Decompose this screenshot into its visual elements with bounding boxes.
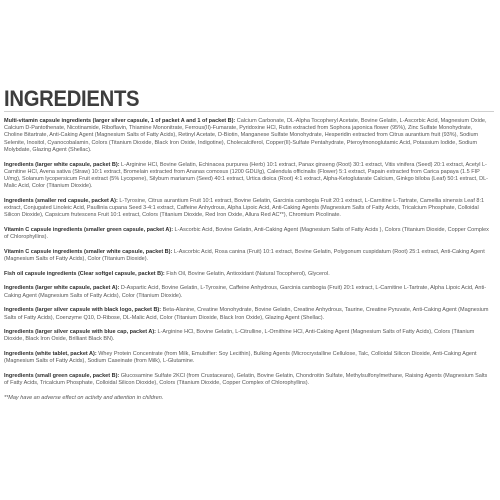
section-heading: Ingredients (larger white capsule, packet B): [4, 161, 120, 168]
section-text: L-Arginine HCl, Bovine Gelatin, L-Citrulline, L-Ornithine HCl, Anti-Caking Agent (Magnesium Salts of Fatty Acids), Colors (Titanium Dioxide, Black Iron Oxide, Brilliant Black BN). [4, 329, 475, 343]
section-text: Whey Protein Concentrate (from Milk, Emulsifier: Soy Lecithin), Bulking Agents (Microcrystalline Cellulose, Talc, Colloidal Silicon Dioxide, Anti-Caking Agent (Magnesium Salts of Fatty Acids), Sodium Caseinate (from Milk), L-Glutamine. [4, 351, 477, 365]
section-fish-oil-b [4, 271, 492, 278]
section-vitc-white-b [4, 249, 492, 263]
section-text: Calcium Carbonate, DL-Alpha Tocopheryl Acetate, Bovine Gelatin, L-Ascorbic Acid, Magnesium Oxide, Calcium D-Pantothenate, Nicotinamide, Riboflavin, Thiamine Mononitrate, Ferrous(II)-Fumarate, Pyridoxine HCl, Rutin extracted from Sophora japonica flower (95%), Zinc Sulfate Monohydrate, Choline Bitartrate, Anti-Caking Agent (Magnesium Salts of Fatty Acids), Retinyl Acetate, D-Biotin, Manganese Sulfate Monohydrate, Hesperidin extracted from Citrus aurantium fruit (93%), Sodium Selenite, Inositol, Cyanocobalamin, Colors (Titanium Dioxide, Black Iron Oxide, Indigotine), Cholecalciferol, Copper(II)-Sulfate Pentahydrate, Pteroylmonoglutamic Acid, Potassium Iodide, Sodium Molybdate, Glazing Agent (Shellac). [4, 118, 487, 153]
section-heading: Ingredients (larger silver capsule with black logo, packet B): [4, 307, 162, 314]
section-heading: Vitamin C capsule ingredients (smaller green capsule, packet A): [4, 226, 174, 233]
section-white-tablet-a [4, 351, 492, 365]
section-text: L-Tyrosine, Citrus aurantium Fruit 10:1 extract, Bovine Gelatin, Garcinia cambogia Fruit 20:1 extract, L-Carnitine L-Tartrate, Camellia sinensis Leaf 8:1 extract, Conjugated Linoleic Acid, Paullinia cupana Seed 3-4:1 extract, Caffeine Anhydrous, Alpha Lipoic Acid, Anti-Caking Agents (Magnesium Salts of Fatty Acids, Tricalcium Phosphate, Colloidal Silicon Dioxide), Capsicum frutescens Fruit 10:1 extract, Colors (Titanium Dioxide, Red Iron Oxide, Allura Red AC**), Chromium Picolinate. [4, 197, 485, 219]
section-heading: Multi-vitamin capsule ingredients (larger silver capsule, 1 of packet A and 1 of packet B): [4, 118, 236, 124]
section-heading: Ingredients (larger silver capsule with blue cap, packet A): [4, 329, 157, 336]
section-heading: Vitamin C capsule ingredients (smaller white capsule, packet B): [4, 248, 173, 255]
section-smaller-red-a [4, 198, 492, 220]
section-heading: Ingredients (smaller red capsule, packet A): [4, 197, 118, 204]
ingredients-list [4, 118, 492, 410]
title-divider [4, 111, 494, 112]
section-text: Fish Oil, Bovine Gelatin, Antioxidant (Natural Tocopherol), Glycerol. [164, 270, 330, 277]
section-text: Beta-Alanine, Creatine Monohydrate, Bovine Gelatin, Creatine Anhydrous, Taurine, Creatine Pyruvate, Anti-Caking Agent (Magnesium Salts of Fatty Acids), Coenzyme Q10, D-Ribose, DL-Malic Acid, Color (Titanium Dioxide, Black Iron Oxide), Glazing Agent (Shellac). [4, 307, 489, 321]
section-heading: Ingredients (small green capsule, packet B): [4, 373, 120, 380]
section-larger-white-b [4, 162, 492, 191]
section-silver-blue-cap-a [4, 329, 492, 343]
section-text: L-Ascorbic Acid, Bovine Gelatin, Anti-Caking Agent (Magnesium Salts of Fatty Acids ), Colors (Titanium Dioxide, Copper Complex of Chlorophyllins). [4, 226, 489, 241]
section-text: Glucosamine Sulfate 2KCl (from Crustaceans), Gelatin, Bovine Gelatin, Chondroitin Sulfate, Methylsulfonylmethane, Raising Agents (Magnesium Salts of Fatty Acids, Tricalcium Phosphate, Colloidal Silicon Dioxide), Colors (Titanium Dioxide, Copper Complex of Chlorophyllins). [4, 373, 488, 387]
section-heading: Fish oil capsule ingredients (Clear softgel capsule, packet B): [4, 270, 165, 277]
section-text: D-Aspartic Acid, Bovine Gelatin, L-Tyrosine, Caffeine Anhydrous, Garcinia cambogia (Fruit) 20:1 extract, L-Carnitine L-Tartrate, Alpha Lipoic Acid, Anti-Caking Agent (Magnesium Salts of Fatty Acids), Color (Titanium Dioxide). [4, 285, 487, 299]
section-heading: Ingredients (white tablet, packet A): [4, 351, 97, 358]
section-text: L-Ascorbic Acid, Rosa canina (Fruit) 10:1 extract, Bovine Gelatin, Polygonum cuspidatum (Root) 25:1 extract, Anti-Caking Agent (Magnesium Salts of Fatty Acids), Color (Titanium Dioxide). [4, 248, 485, 263]
section-vitc-green-a [4, 227, 492, 241]
section-silver-black-logo-b [4, 307, 492, 321]
section-heading: Ingredients (larger white capsule, packet A): [4, 285, 120, 292]
section-multivitamin [4, 118, 492, 154]
page-title: INGREDIENTS [4, 86, 140, 111]
section-text: L-Arginine HCl, Bovine Gelatin, Echinacea purpurea (Herb) 10:1 extract, Panax ginseng (Root) 30:1 extract, Vitis vinifera (Seed) 20:1 extract, Acetyl L-Carnitine HCl, Avena sativa (Straw) 10:1 extract, Bromelain extracted from Ananas comosus (1200 GDU/g), Calendula officinalis (Flower) 5:1 extract, Papain extracted from Carica papaya (1.5 FIP U/mg), Solanum lycopersicum Fruit extract (5% Lycopene), Silybum marianum (Seed) 40:1 extract, Urtica dioica (Root) 4:1 extract, Alpha-Ketoglutarate Calcium, Ginkgo biloba (Leaf) 50:1 extract, DL-Malic Acid, Color (Titanium Dioxide). [4, 161, 488, 190]
section-small-green-b [4, 373, 492, 387]
section-larger-white-a [4, 285, 492, 299]
footnote: **May have an adverse effect on activity and attention in children. [4, 394, 164, 401]
